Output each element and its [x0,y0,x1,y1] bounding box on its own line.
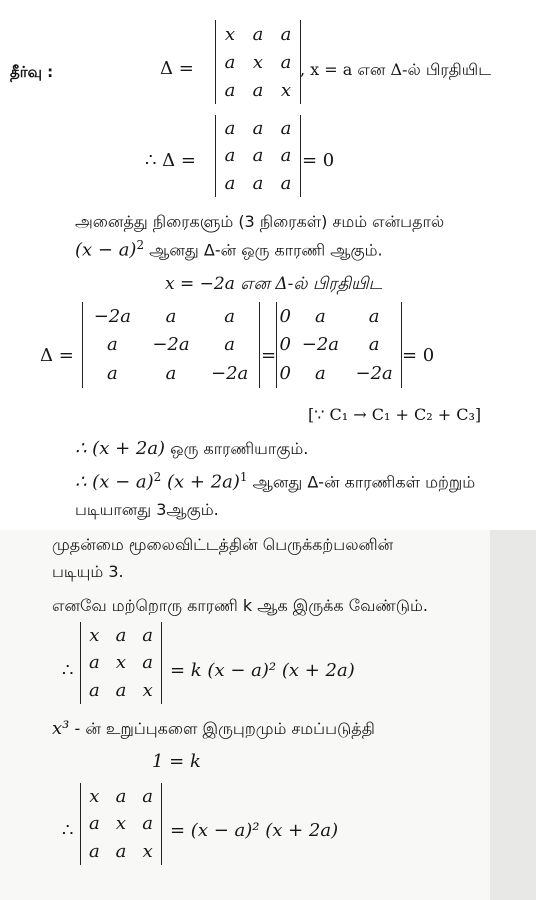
det3-cell: a [106,334,118,356]
det6-cell: a [115,786,127,808]
det2-cell: a [280,118,292,140]
therefore-6: ∴ [62,820,74,841]
det2-cell: a [252,172,264,194]
factors-text: ஆனது Δ-ன் காரணிகள் மற்றும் [247,472,476,492]
det2-cell: a [280,145,292,167]
det2-cell: a [280,172,292,194]
determinant-4 [276,302,402,388]
column-operation-note: [∵ C₁ → C₁ + C₂ + C₃] [308,405,482,424]
determinant-3 [82,302,260,388]
det5-cell: x [115,652,127,674]
det5-cell: a [142,625,154,647]
det6-cell: a [115,840,127,862]
scan-margin [490,530,536,900]
coefficient-line [52,718,375,740]
other-factor-text: எனவே மற்றொரு காரணி k ஆக இருக்க வேண்டும். [52,596,429,615]
det5-cell: a [115,625,127,647]
degree-line: படியானது 3ஆகும். [75,500,219,519]
det5-cell: x [142,679,153,701]
det1-cell: a [224,51,236,73]
det6-cell: a [88,813,100,835]
determinant-2 [215,115,301,197]
det6-cell: x [115,813,127,835]
det6-cell: x [142,840,153,862]
x-plus-2a: ∴ (x + 2a) [75,438,166,459]
det5-cell: x [89,625,100,647]
det1-cell: a [280,51,292,73]
det4-cell: 0 [279,305,291,327]
det4-cell: −2a [301,334,340,356]
det6-cell: x [89,786,100,808]
det3-cell: a [165,305,177,327]
det6-cell: a [88,840,100,862]
det5-cell: a [88,679,100,701]
det4-cell: a [368,334,380,356]
det3-cell: a [165,363,177,385]
det6-cell: a [142,786,154,808]
det2-cell: a [224,118,236,140]
det1-cell: x [224,23,236,45]
factor-statement [75,238,383,261]
rows-equal-text: அனைத்து நிரைகளும் (3 நிரைகள்) சமம் என்பதால் [75,212,445,231]
substitute-minus-2a: x = −2a என Δ-ல் பிரதியிட [165,274,383,294]
main-diagonal-text: முதன்மை மூலைவிட்டத்தின் பெருக்கற்பலனின் [52,535,394,554]
exponent-2: 2 [136,238,145,252]
det4-cell: a [315,305,326,327]
det4-cell: 0 [279,334,291,356]
det3-cell: −2a [211,363,249,385]
x-minus-a: (x − a) [75,239,137,261]
substitute-x-a-text: , x = a என Δ-ல் பிரதியிட [300,60,491,79]
coefficient-text: - ன் உறுப்புகளை இருபுறமும் சமப்படுத்தி [69,719,375,738]
determinant-6 [80,783,162,865]
det6-cell: a [142,813,154,835]
det5-cell: a [142,652,154,674]
det1-cell: a [280,23,292,45]
det1-cell: a [224,79,236,101]
equals-sign: = [261,345,277,366]
x-cubed: x³ [52,718,70,739]
det2-cell: a [252,145,264,167]
det4-cell: 0 [279,363,291,385]
final-equation-rhs: = (x − a)² (x + 2a) [170,820,339,841]
factors-x-plus-2a: (x + 2a) [161,471,240,493]
det4-cell: a [315,363,326,385]
one-equals-k: 1 = k [152,751,201,772]
delta-equals: Δ = [160,58,194,79]
degree-three: படியும் 3. [52,562,124,581]
equals-k-product: = k (x − a)² (x + 2a) [170,660,355,681]
factor-line-text: ஒரு காரணியாகும். [165,439,309,458]
factors-line [75,470,475,493]
det1-cell: x [280,79,292,101]
factor-x-plus-2a-line [75,438,308,460]
det3-cell: a [106,363,118,385]
equals-zero-2: = 0 [302,150,335,171]
det2-cell: a [224,145,236,167]
det3-cell: −2a [93,305,131,327]
det3-cell: a [224,334,236,356]
equals-zero-4: = 0 [402,345,435,366]
det1-cell: x [252,51,264,73]
therefore-5: ∴ [62,660,74,681]
det1-cell: a [252,23,264,45]
determinant-1 [215,20,301,104]
therefore-delta: ∴ Δ = [145,150,196,171]
delta-equals-2: Δ = [40,345,74,366]
det4-cell: −2a [355,363,393,385]
det1-cell: a [252,79,264,101]
determinant-5 [80,622,162,704]
solution-label: தீர்வு : [10,63,54,81]
factors-exp2: 1 [239,470,248,484]
det5-cell: a [88,652,100,674]
det2-cell: a [252,118,264,140]
det5-cell: a [115,679,127,701]
det3-cell: a [224,305,236,327]
det2-cell: a [224,172,236,194]
det3-cell: −2a [152,334,190,356]
factors-exp1: 2 [153,470,162,484]
factor-statement-text: ஆனது Δ-ன் ஒரு காரணி ஆகும். [144,240,383,260]
factors-x-minus-a: ∴ (x − a) [75,471,154,493]
det4-cell: a [368,305,380,327]
degree-three-text [52,562,124,583]
